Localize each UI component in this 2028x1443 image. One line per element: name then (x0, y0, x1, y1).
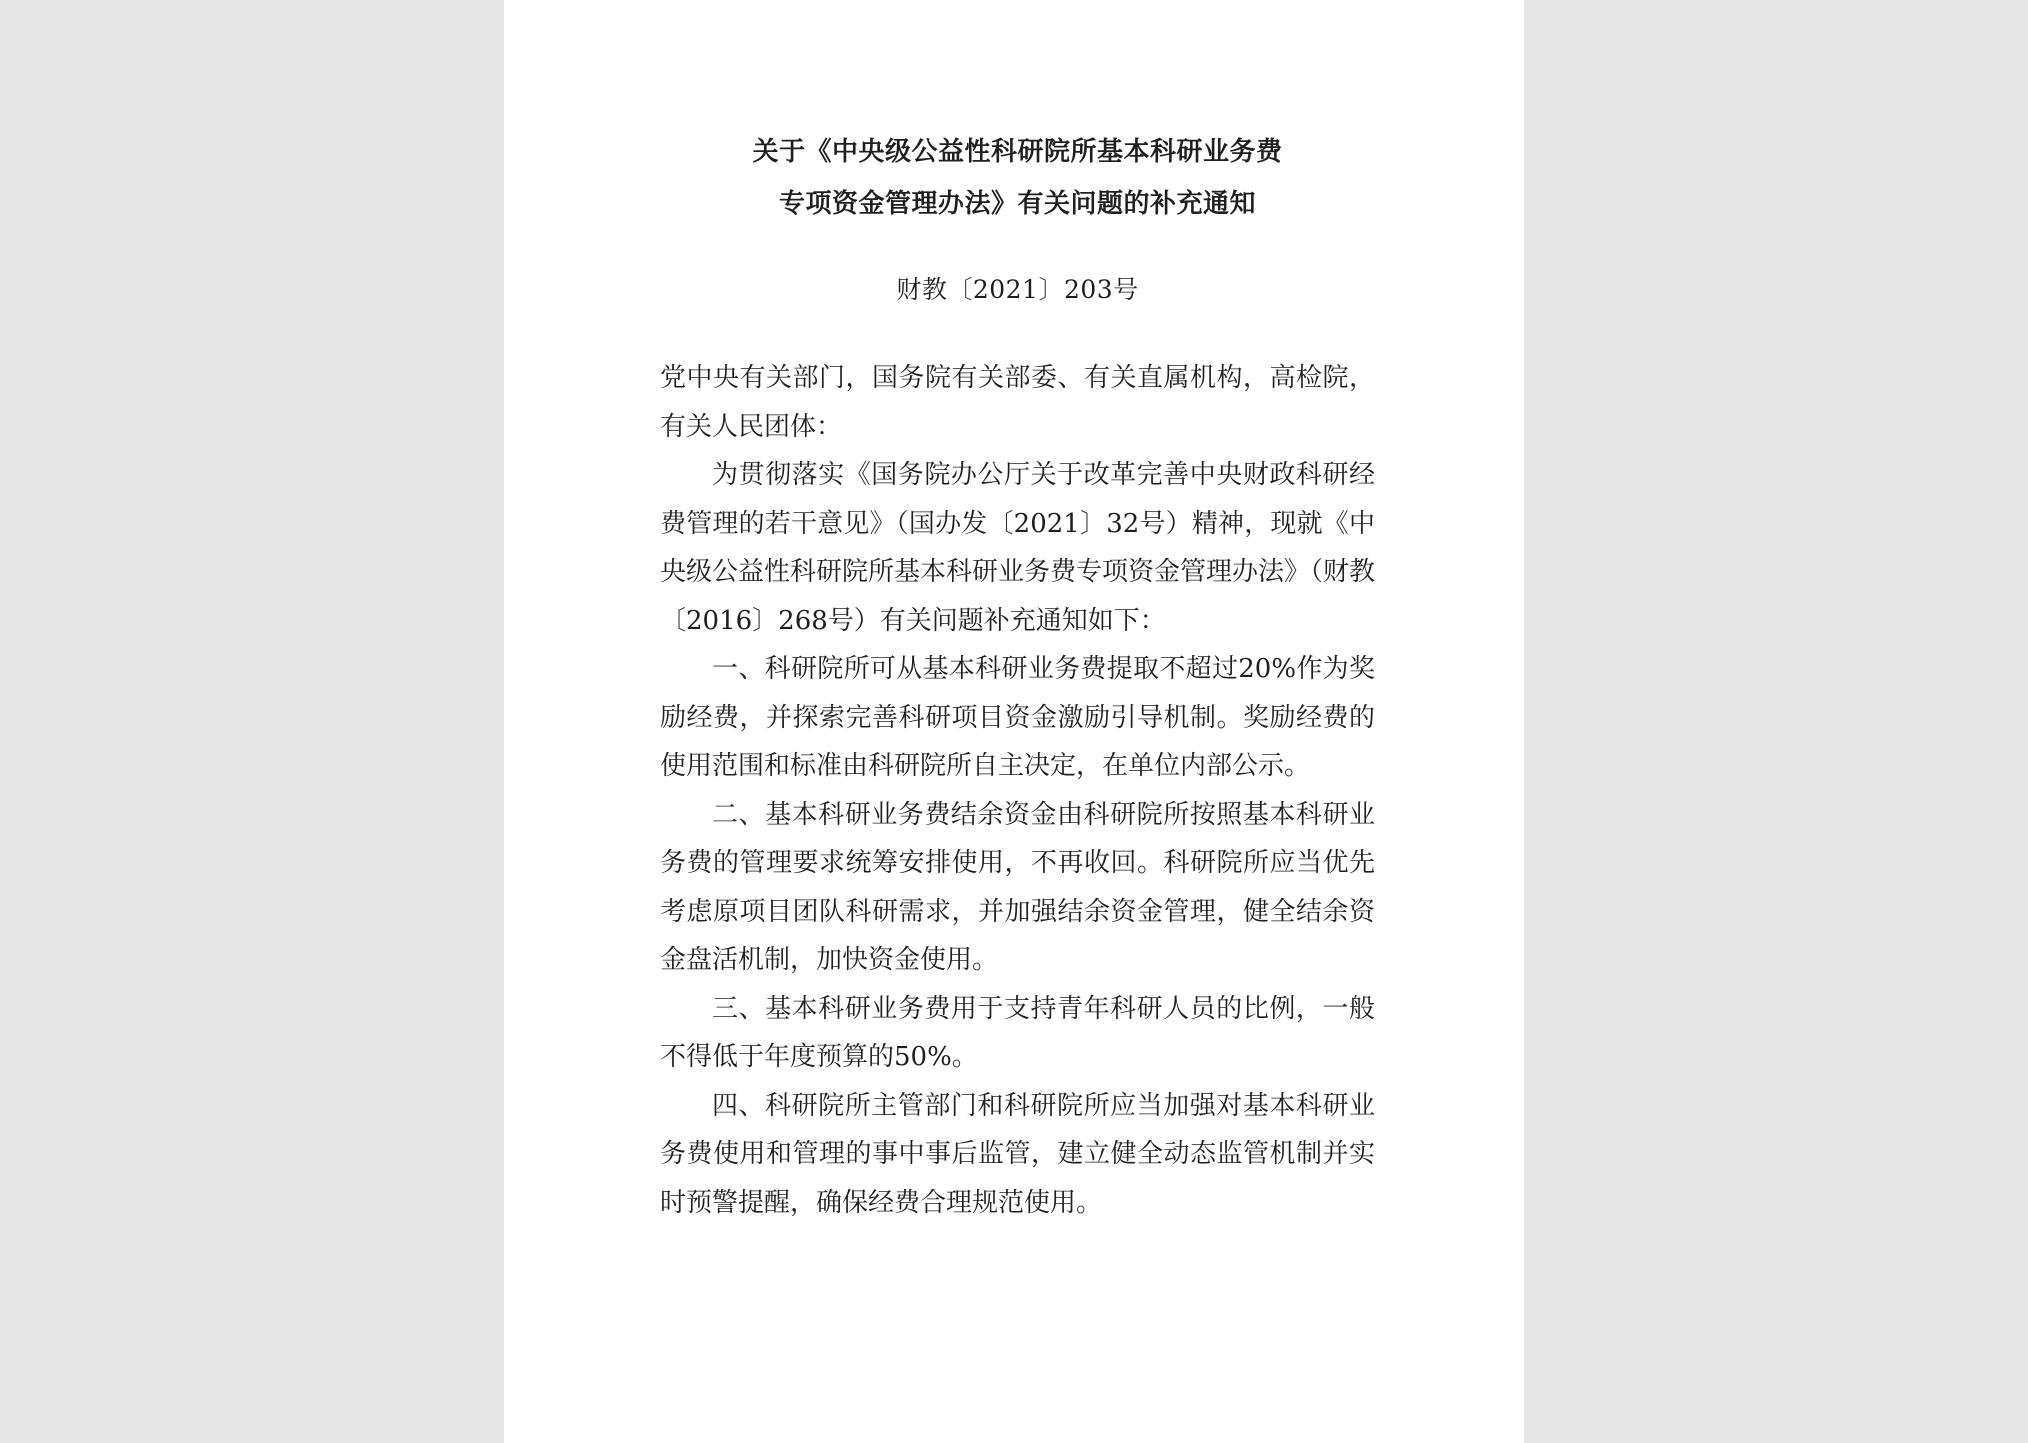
document-content (660, 126, 1375, 1227)
paragraph-item-1: 一、科研院所可从基本科研业务费提取不超过20%作为奖励经费，并探索完善科研项目资金激励引导机制。奖励经费的使用范围和标准由科研院所自主决定，在单位内部公示。 (660, 654, 1375, 781)
paragraph-item-3: 三、基本科研业务费用于支持青年科研人员的比例，一般不得低于年度预算的50%。 (660, 993, 1375, 1072)
title-line-1: 关于《中央级公益性科研院所基本科研业务费 (752, 137, 1283, 167)
document-page (504, 0, 1524, 1443)
document-number: 财教〔2021〕203号 (896, 275, 1139, 304)
document-body (660, 354, 1375, 1227)
paragraph-item-2: 二、基本科研业务费结余资金由科研院所按照基本科研业务费的管理要求统筹安排使用，不再收回。科研院所应当优先考虑原项目团队科研需求，并加强结余资金管理，健全结余资金盘活机制，加快资金使用。 (660, 799, 1375, 975)
paragraph-intro: 为贯彻落实《国务院办公厅关于改革完善中央财政科研经费管理的若干意见》（国办发〔2021〕32号）精神，现就《中央级公益性科研院所基本科研业务费专项资金管理办法》（财教〔2016〕268号）有关问题补充通知如下： (660, 460, 1376, 636)
paragraph-item-4: 四、科研院所主管部门和科研院所应当加强对基本科研业务费使用和管理的事中事后监管，建立健全动态监管机制并实时预警提醒，确保经费合理规范使用。 (660, 1090, 1375, 1218)
document-title (660, 126, 1375, 230)
addressee: 党中央有关部门，国务院有关部委、有关直属机构，高检院，有关人民团体： (660, 363, 1375, 442)
title-line-2: 专项资金管理办法》有关问题的补充通知 (778, 189, 1256, 219)
